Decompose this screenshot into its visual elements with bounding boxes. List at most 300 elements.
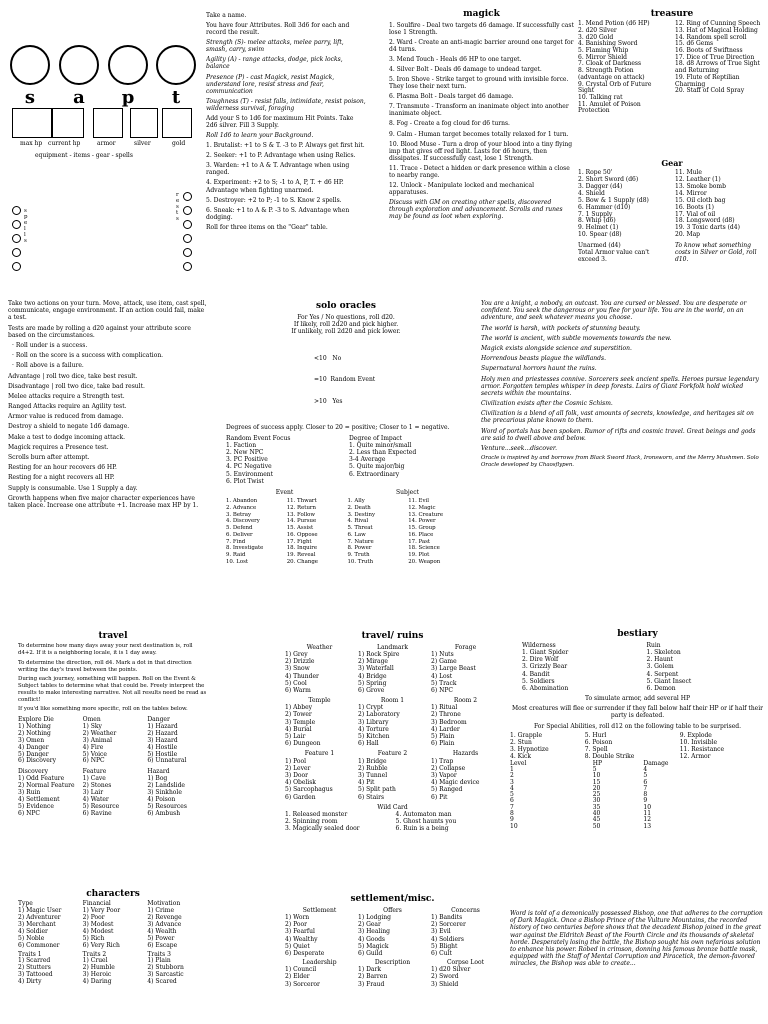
wild-card-item: 6. Ruin is a being	[395, 825, 449, 833]
ability-cell: 10. Invisible	[679, 739, 718, 747]
financial-item: 6) Very Rich	[82, 941, 120, 949]
impact-item: 2. Less than Expected	[349, 448, 417, 456]
creature-item: 4. Serpent	[646, 670, 679, 678]
hp-cell: 40	[592, 809, 601, 817]
temple-item: 3) Temple	[285, 718, 316, 726]
world-para: The world is harsh, with pockets of stunning beauty.	[481, 324, 641, 332]
ruins-section	[285, 630, 500, 865]
forage-item: 1) Nuts	[431, 650, 454, 658]
subject-item: 16. Place	[408, 531, 434, 538]
treasure-item: 19. Flute of Reptilian Charming	[675, 73, 740, 88]
corpse-loot-item: 1) d20 Silver	[431, 966, 471, 974]
event-item: 17. Fight	[286, 538, 312, 545]
ruin-feature-item: 3) Door	[285, 771, 308, 779]
ruin-hazard-item: 1) Trap	[431, 757, 454, 765]
financial-item: 3) Modest	[82, 921, 114, 929]
omen-item: 3) Animal	[82, 736, 113, 744]
treasure-item: 10. Talking rat	[578, 93, 623, 101]
damage-cell: 8	[643, 791, 648, 799]
hp-cell: 25	[592, 791, 601, 799]
rule-line: Agility (A) - range attacks, dodge, pick locks, balance	[206, 56, 343, 71]
room-item: 3) Library	[358, 718, 389, 726]
treasure-item: 16. Boots of Swiftness	[675, 46, 743, 54]
trait-item: 2) Stubborn	[147, 964, 184, 972]
subject-item: 3. Destiny	[347, 511, 376, 518]
spell-item: 1. Soulfire - Deal two targets d6 damage. If successfully cast lose 1 Strength.	[389, 21, 574, 36]
spell-item: 12. Unlock - Manipulate locked and mechanical apparatuses.	[389, 182, 535, 197]
treasure-item: 20. Staff of Cold Spray	[675, 87, 745, 95]
hp-cell: 35	[592, 803, 601, 811]
creature-item: 3. Golem	[646, 663, 674, 671]
leadership-title: Leadership	[302, 959, 337, 967]
hp-cell: 50	[592, 822, 601, 830]
subject-item: 9. Truth	[347, 552, 370, 559]
concerns-item: 5) Blight	[431, 942, 458, 950]
treasure-item: 9. Crystal Orb of Future Sight	[578, 80, 652, 95]
danger-item: 3) Hazard	[147, 736, 178, 744]
world-para: Word of portals has been spoken. Rumor of rifts and cosmic travel. Great beings and gods are said to dwell above and below.	[481, 427, 756, 442]
description-title: Description	[374, 959, 411, 967]
spell-item: 7. Transmute - Transform an inanimate object into another inanimate object.	[389, 103, 569, 118]
oracle-line: For Yes / No questions, roll d20.	[297, 313, 395, 321]
treasure-item: 8. Strength Potion (advantage on attack)	[578, 67, 645, 81]
danger-item: 2) Hazard	[147, 729, 178, 737]
creature-item: 2. Dire Wolf	[522, 656, 559, 664]
stat-circle-s[interactable]	[10, 45, 50, 85]
hazards-title: Hazards	[452, 750, 479, 758]
rest-slot-2[interactable]	[183, 206, 192, 215]
spell-item: 9. Calm - Human target becomes totally relaxed for 1 turn.	[389, 130, 569, 138]
subject-item: 11. Evil	[408, 498, 429, 505]
spell-item: 3. Mend Touch - Heals d6 HP to one target.	[389, 55, 522, 63]
ability-cell: 4. Kick	[510, 753, 532, 761]
rule-line: Presence (P) - cast Magick, resist Magick, understand lore, resist stress and fear, communication	[206, 73, 335, 95]
table-row	[510, 746, 765, 753]
world-para: Venture...seek...discover.	[481, 445, 558, 452]
landmark-item: 2) Mirage	[358, 658, 388, 666]
oracle-line: If likely, roll 2d20 and pick higher.	[293, 320, 399, 328]
hp-cell: 15	[592, 778, 601, 786]
wild-card-title: Wild Card	[377, 803, 408, 811]
trait-item: 1) Plain	[147, 957, 171, 965]
rule-line: Ranged Attacks require an Agility test.	[8, 403, 127, 411]
leadership-item: 3) Sorceror	[285, 980, 320, 988]
corpse-loot-title: Corpse Loot	[446, 959, 485, 967]
oracle-threshold: =10 Random Event	[314, 376, 376, 384]
stat-circle-t[interactable]	[156, 45, 196, 85]
ability-cell: 9. Explode	[679, 731, 712, 739]
treasure-section	[578, 8, 766, 158]
event-item: 18. Inquire	[286, 545, 318, 552]
spell-slot-5[interactable]	[12, 262, 21, 271]
gear-item: 17. Vial of oil	[675, 210, 716, 218]
event-focus-item: 5. Environment	[226, 470, 274, 478]
ruin-feature-item: 6) Stairs	[358, 793, 385, 801]
damage-cell: 13	[643, 822, 652, 830]
subject-item: 15. Group	[408, 525, 436, 532]
gear-item: 4. Shield	[578, 189, 605, 197]
ability-cell: 6. Poison	[584, 739, 613, 747]
rule-line: Destroy a shield to negate 1d6 damage.	[8, 423, 130, 431]
traits2-title: Traits 2	[82, 950, 107, 958]
concerns-title: Concerns	[451, 906, 480, 914]
wild-card-item: 1. Released monster	[285, 810, 348, 818]
rule-line: Strength (S)- melee attacks, melee parry, lift, smash, carry, swim	[206, 39, 344, 54]
spell-slot-3[interactable]	[12, 234, 21, 243]
event-focus-item: 3. PC Positive	[226, 456, 268, 464]
gear-item: 11. Mule	[675, 169, 702, 177]
solo-oracles	[226, 300, 466, 592]
level-cell: 10	[510, 822, 518, 830]
wild-card-item: 4. Automaton man	[395, 810, 452, 818]
subject-item: 10. Truth	[347, 558, 374, 565]
lore-paragraph: Word is told of a demonically possessed Bishop, one that adheres to the corruption of Dark Magick. Once a Bishop Prince of the Vulture Mountains, the recorded history of two centuries before shows that the decadent Bishop joined in the great war against the Eldritch Beast of the Fourth Circle and its thousands of skeletal horde. Desperately losing the battle, the Bishop sought his own nefarious solution to enhance his power. Robed in crimson, donning his famous bronze battle mask, equipped with the Staff of Mental Corruption and Piracetick, the demon-favored miracles, the Bishop was able to create...	[510, 910, 763, 968]
rule-line: Supply is consumable. Use 1 Supply a day.	[8, 484, 138, 492]
temple-title: Temple	[308, 697, 331, 705]
forage-item: 5) Track	[431, 679, 457, 687]
feature-item: 1) Cave	[82, 775, 106, 783]
omen-title: Omen	[82, 716, 101, 724]
damage-header: Damage	[643, 759, 669, 767]
table-row	[510, 753, 765, 760]
offers-item: 3) Healing	[358, 928, 390, 936]
armor-cap-note: Total Armor value can't exceed 3.	[578, 248, 650, 263]
oracle-threshold: <10 No	[314, 354, 342, 362]
rule-line: Roll 1d6 to learn your Background.	[206, 132, 314, 140]
rest-slot-4[interactable]	[183, 234, 192, 243]
subject-item: 4. Rival	[347, 518, 369, 525]
motivation-item: 6) Escape	[147, 941, 178, 949]
temple-item: 2) Tower	[285, 711, 312, 719]
hazard-item: 2) Landslide	[147, 782, 185, 790]
spell-item: 8. Fog - Create a fog cloud for d6 turns.	[389, 120, 510, 128]
type-item: 1) Magic User	[18, 907, 62, 915]
damage-cell: 7	[643, 784, 648, 792]
stat-circle-p[interactable]	[108, 45, 148, 85]
label-current-hp: current hp	[48, 140, 81, 147]
financial-title: Financial	[82, 900, 111, 908]
spell-item: 6. Plasma Bolt - Deals target d6 damage.	[389, 93, 514, 101]
creature-item: 5. Soldiers	[522, 677, 555, 685]
ability-cell: 8. Double Strike	[584, 753, 635, 761]
hazard-item: 3) Sinkhole	[147, 789, 182, 796]
ruin-hazard-item: 3) Vapor	[431, 771, 457, 779]
forage-title: Forage	[454, 643, 477, 651]
ruin-feature-item: 4) Obelisk	[285, 779, 316, 787]
feature-title: Feature	[82, 768, 107, 776]
gear-item: 18. Longsword (d8)	[675, 217, 735, 225]
stat-letter-t: t	[171, 87, 181, 108]
hazard-item: 1) Bog	[147, 775, 168, 783]
explore-item: 3) Omen	[18, 736, 45, 744]
type-title: Type	[18, 900, 33, 908]
weather-item: 4) Thunder	[285, 672, 319, 680]
ruin-feature-item: 2) Lever	[285, 764, 311, 772]
forage-item: 6) NPC	[431, 686, 453, 694]
offers-item: 6) Guild	[358, 949, 383, 957]
subject-item: 1. Ally	[347, 498, 365, 505]
hp-cell: 30	[592, 797, 601, 805]
gear-item: 15. Oil cloth bag	[675, 196, 726, 204]
impact-item: 1. Quite minor/small	[349, 441, 412, 449]
rule-line: Growth happens when five major character experiences have taken place. Increase one attribute +1. Increase max HP by 1.	[8, 494, 199, 509]
impact-title: Degree of Impact	[349, 434, 403, 442]
gold-box[interactable]	[162, 108, 192, 138]
settlement-item: 2) Poor	[285, 921, 307, 929]
world-para: Civilization is a blend of all folk, vast amounts of secrets, knowledge, and heritages sit on the precarious plane known to them.	[481, 410, 754, 425]
financial-item: 2) Poor	[82, 914, 105, 922]
bestiary-section	[510, 628, 765, 890]
feature-item: 4) Water	[82, 795, 109, 803]
travel-title: travel	[98, 631, 128, 641]
world-para: Holy men and priestesses connive. Sorcerers seek ancient spells. Heroes pursue legendary armor. Forgotten temples whisper in deep forests. Lairs of Giant Forkfolk hold wicked secrets within the mountains.	[481, 375, 759, 397]
gear-item: 7. 1 Supply	[578, 210, 613, 218]
type-item: 3) Merchant	[18, 921, 56, 929]
rest-slot-3[interactable]	[183, 220, 192, 229]
background-item: 6. Sneak: +1 to A & P. -3 to S. Advantage when dodging.	[206, 206, 350, 221]
trait-item: 2) Stutters	[18, 964, 51, 972]
damage-cell: 10	[643, 803, 652, 811]
spells-vertical-label: s p e l l s	[24, 208, 28, 245]
event-item: 16. Oppose	[286, 531, 318, 538]
rule-line: Magick requires a Presence test.	[8, 443, 109, 451]
ruin-feature-item: 1) Pool	[285, 757, 307, 765]
characters-section	[18, 888, 208, 1024]
world-para: Supernatural horrors haunt the ruins.	[481, 365, 597, 373]
creature-item: 4. Bandit	[522, 670, 550, 678]
subject-item: 5. Threat	[347, 525, 373, 532]
type-item: 2) Adventurer	[18, 914, 61, 922]
type-item: 5) Noble	[18, 934, 45, 942]
spell-slot-4[interactable]	[12, 248, 21, 257]
subject-item: 19. Plot	[408, 552, 430, 559]
room-item: 2) Throne	[431, 711, 461, 719]
subject-item: 18. Science	[408, 545, 440, 552]
hazard-title: Hazard	[147, 768, 170, 776]
rule-line: Resting for a night recovers all HP.	[8, 474, 115, 482]
traits3-title: Traits 3	[147, 950, 171, 958]
landmark-item: 6) Grove	[358, 686, 385, 694]
hazard-item: 5) Resources	[147, 802, 187, 810]
forage-item: 3) Large Beast	[431, 665, 476, 673]
ability-cell: 2. Stun	[510, 739, 532, 747]
type-item: 4) Soldier	[18, 927, 48, 935]
max-hp-box[interactable]	[12, 108, 52, 138]
trait-item: 1) Cruel	[82, 957, 108, 965]
rule-line: Armor value is reduced from damage.	[8, 413, 124, 421]
subject-item: 12. Magic	[408, 504, 436, 511]
landmark-item: 1) Rock Spire	[358, 650, 400, 658]
landmark-item: 5) Spring	[358, 679, 387, 687]
treasure-item: 13. Hat of Magical Holding	[675, 26, 758, 34]
event-item: 13. Follow	[286, 511, 316, 518]
ability-cell: 11. Resistance	[679, 746, 725, 754]
treasure-item: 6. Mirror Shield	[578, 53, 628, 61]
abilities-table	[510, 732, 765, 761]
landmark-title: Landmark	[376, 643, 409, 651]
table-row	[510, 732, 765, 739]
background-item: 3. Warden: +1 to A & T. Advantage when using ranged.	[206, 162, 350, 177]
treasure-item: 12. Ring of Cunning Speech	[675, 20, 761, 28]
ruin-title: Ruin	[646, 641, 661, 649]
magick-note: Discuss with GM on creating other spells, discovered through exploration and advancement. Scrolls and runes may be found as loot when exploring.	[389, 199, 563, 221]
spell-item: 2. Ward - Create an anti-magic barrier around one target for d4 turns.	[389, 38, 574, 53]
trait-item: 3) Heroic	[82, 971, 112, 979]
spell-item: 5. Iron Shove - Strike target to ground with invisible force. They lose their next turn.	[389, 76, 569, 91]
ability-cell: 3. Hypnotize	[510, 746, 549, 754]
feature-item: 5) Resource	[82, 802, 120, 810]
discovery-item: 6) NPC	[18, 809, 40, 817]
explore-item: 5) Danger	[18, 750, 49, 758]
weather-item: 6) Warm	[285, 686, 311, 694]
level-cell: 2	[510, 772, 514, 780]
offers-title: Offers	[383, 906, 402, 914]
armor-box[interactable]	[93, 108, 123, 138]
trait-item: 4) Dirty	[18, 978, 42, 986]
rule-line: Make a test to dodge incoming attack.	[8, 433, 126, 441]
rule-line: Take two actions on your turn. Move, attack, use item, cast spell, communicate, engage environment. If an action could fail, make a test.	[8, 300, 207, 322]
rule-line: Tests are made by rolling a d20 against your attribute score based on the circumstances.	[8, 324, 191, 339]
danger-title: Danger	[147, 716, 170, 724]
gear-item: 9. Helmet (1)	[578, 224, 619, 232]
room-item: 3) Bedroom	[431, 718, 467, 726]
creature-item: 6. Abomination	[522, 684, 569, 692]
spell-item: 4. Silver Bolt - Deals d6 damage to undead target.	[389, 66, 542, 73]
treasure-item: 7. Cloak of Darkness	[578, 60, 642, 68]
current-hp-box[interactable]	[52, 108, 84, 138]
rule-line: · Roll above is a failure.	[12, 362, 84, 370]
rule-line: Disadvantage | roll two dice, take bad result.	[8, 382, 145, 390]
offers-item: 5) Magick	[358, 942, 389, 950]
level-cell: 6	[510, 797, 514, 805]
settlement-col-title: Settlement	[302, 906, 337, 914]
event-focus-item: 4. PC Negative	[226, 463, 272, 471]
concerns-item: 1) Bandits	[431, 913, 463, 921]
ability-cell: 12. Armor	[679, 753, 711, 761]
gear-item: 12. Leather (1)	[675, 176, 721, 184]
ruin-feature-item: 5) Split path	[358, 786, 396, 794]
spell-slot-1[interactable]	[12, 206, 21, 215]
event-item: 12. Return	[286, 504, 316, 511]
event-item: 3. Betray	[226, 511, 252, 518]
motivation-item: 1) Crime	[147, 907, 175, 915]
treasure-item: 5. Flaming Whip	[578, 46, 629, 54]
temple-item: 6) Dungeon	[285, 740, 321, 748]
subject-item: 13. Creature	[408, 511, 444, 518]
feature-item: 2) Stones	[82, 782, 112, 790]
subject-title: Subject	[396, 488, 419, 496]
magick-title: magick	[463, 9, 500, 19]
treasure-item: 11. Amulet of Poison Protection	[578, 100, 641, 115]
level-table	[510, 761, 765, 830]
event-item: 4. Discovery	[226, 518, 260, 525]
level-cell: 3	[510, 778, 514, 786]
hp-cell: 10	[592, 772, 601, 780]
trait-item: 3) Tattooed	[18, 971, 53, 979]
gear-item: 10. Spear (d8)	[578, 231, 622, 239]
rest-slot-6[interactable]	[183, 262, 192, 271]
discovery-item: 2) Normal Feature	[18, 782, 75, 790]
event-focus-title: Random Event Focus	[226, 434, 291, 442]
discovery-item: 5) Evidence	[18, 802, 54, 810]
weather-item: 2) Drizzle	[285, 658, 315, 666]
subject-item: 14. Power	[408, 518, 436, 525]
event-focus-item: 2. New NPC	[226, 448, 264, 456]
damage-cell: 6	[643, 778, 648, 786]
trait-item: 2) Humble	[82, 964, 115, 972]
temple-item: 5) Lair	[285, 733, 306, 741]
spell-item: 10. Blood Muse - Turn a drop of your blood into a tiny flying imp that gives off red light. Lasts for d6 hours, then dissipates. If successfully cast, lose 1 Strength.	[389, 140, 573, 162]
gear-item: 1. Rope 50'	[578, 169, 613, 177]
description-item: 3) Fraud	[358, 980, 385, 988]
stat-circle-a[interactable]	[59, 45, 99, 85]
settlement-title: settlement/misc.	[350, 894, 435, 904]
creature-item: 1. Skeleton	[646, 648, 681, 656]
lore-text	[510, 910, 765, 1024]
event-item: 8. Investigate	[226, 545, 264, 552]
leadership-item: 2) Elder	[285, 973, 310, 981]
label-gold: gold	[172, 140, 186, 147]
spell-slot-2[interactable]	[12, 220, 21, 229]
forage-item: 4) Lost	[431, 672, 453, 680]
hp-cell: 5	[592, 765, 597, 773]
settlement-item: 6) Desperate	[285, 949, 325, 957]
concerns-item: 6) Cult	[431, 949, 452, 957]
forage-item: 2) Game	[431, 658, 457, 666]
level-cell: 4	[510, 784, 514, 792]
temple-item: 1) Abbey	[285, 704, 313, 712]
discovery-title: Discovery	[18, 768, 48, 776]
event-item: 7. Find	[226, 538, 246, 545]
room-item: 5) Kitchen	[358, 733, 390, 741]
stat-letter-p: p	[121, 87, 135, 108]
rest-slot-1[interactable]	[183, 192, 192, 201]
wild-card-item: 2. Spinning room	[285, 818, 338, 826]
event-item: 5. Defend	[226, 525, 253, 532]
oracle-threshold: >10 Yes	[314, 397, 343, 405]
wild-card-item: 5. Ghost haunts you	[395, 818, 457, 826]
silver-box[interactable]	[130, 108, 158, 138]
subject-item: 8. Power	[347, 545, 372, 552]
feature1-title: Feature 1	[304, 750, 335, 758]
gear-item: 5. Bow & 1 Supply (d8)	[578, 196, 649, 204]
room-item: 4) Torture	[358, 725, 389, 733]
event-item: 1. Abandon	[226, 498, 258, 505]
corpse-loot-item: 2) Sword	[431, 973, 459, 981]
ruin-feature-item: 6) Garden	[285, 793, 316, 801]
settlement-section	[285, 893, 500, 1024]
event-focus-item: 1. Faction	[226, 441, 257, 449]
room-item: 1) Crypt	[358, 704, 384, 712]
play-rules	[8, 300, 208, 590]
level-cell: 9	[510, 816, 514, 824]
rest-slot-5[interactable]	[183, 248, 192, 257]
danger-item: 6) Unnatural	[147, 757, 187, 765]
discovery-item: 1) Odd Feature	[18, 775, 65, 783]
description-item: 2) Barren	[358, 973, 388, 981]
weather-title: Weather	[306, 643, 333, 651]
creature-item: 3. Grizzly Bear	[522, 663, 568, 671]
concerns-item: 3) Evil	[431, 928, 451, 936]
gear-item: 8. Whip (d6)	[578, 217, 616, 225]
subject-item: 6. Law	[347, 531, 366, 538]
event-item: 2. Advance	[226, 504, 257, 511]
trait-item: 1) Scarred	[18, 957, 51, 965]
damage-cell: 11	[643, 809, 652, 817]
explore-item: 4) Danger	[18, 743, 49, 751]
room2-title: Room 2	[453, 697, 478, 705]
rule-line: Roll for three items on the "Gear" table.	[206, 223, 328, 231]
